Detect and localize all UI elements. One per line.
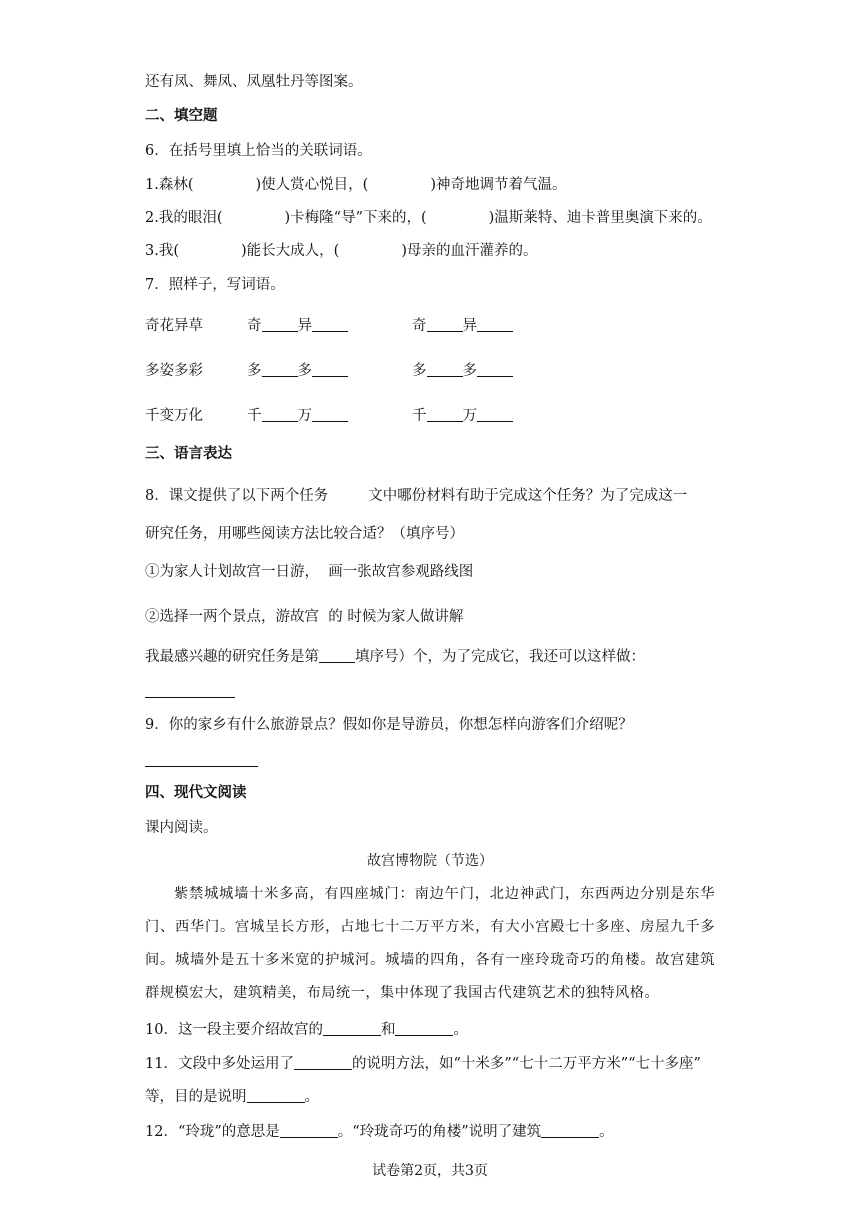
question-8-answer: 我最感兴趣的研究任务是第 填序号）个，为了完成它，我还可以这样做： [145,649,645,665]
answer-blank[interactable] [319,648,355,663]
question-7: 7．照样子，写词语。 [145,277,285,293]
answer-blank[interactable] [280,1123,338,1138]
answer-blank[interactable] [477,407,513,422]
section-heading-fill-blank: 二、填空题 [145,108,218,124]
answer-blank[interactable] [427,317,463,332]
answer-blank[interactable] [262,317,298,332]
passage-title: 故宫博物院（节选） [367,853,493,869]
passage-text: 紫禁城城墙十米多高，有四座城门：南边午门，北边神武门，东西两边分别是东华门、西华门。宫城呈长方形，占地七十二万平方米，有大小宫殿七十多座、房屋九千多间。城墙外是五十多米宽的护城河。城墙的四角，各有一座玲珑奇巧的角楼。故宫建筑群规模宏大，建筑精美，布局统一，集中体现了我国古代建筑艺术的独特风格。 [145,886,715,1001]
answer-blank[interactable] [427,362,463,377]
answer-blank[interactable] [312,407,348,422]
task-2: ②选择一两个景点，游故宫 的 时候为家人做讲解 [145,609,464,625]
answer-blank[interactable] [477,317,513,332]
word-blank-pair: 多 多 [247,361,348,381]
answer-blank[interactable] [312,362,348,377]
q6-item-1: 1.森林( )使人赏心悦目，( )神奇地调节着气温。 [145,177,567,193]
answer-blank[interactable] [262,362,298,377]
example-word: 奇花异草 [145,318,203,334]
question-11-line1: 11．文段中多处运用了 的说明方法，如“十米多”“七十二万平方米”“七十多座” [145,1056,701,1072]
example-word: 千变万化 [145,408,203,424]
question-6: 6．在括号里填上恰当的关联词语。 [145,143,372,159]
section-heading-reading: 四、现代文阅读 [145,785,247,801]
word-blank-pair: 多 多 [412,361,513,381]
answer-blank[interactable] [247,1088,305,1103]
answer-blank[interactable] [477,362,513,377]
answer-line[interactable] [145,766,258,767]
q6-item-2: 2.我的眼泪( )卡梅隆“导”下来的，( )温斯莱特、迪卡普里奥演下来的。 [145,210,712,226]
answer-line[interactable] [145,697,235,698]
answer-blank[interactable] [323,1021,381,1036]
answer-blank[interactable] [312,317,348,332]
answer-blank[interactable] [541,1123,599,1138]
answer-blank[interactable] [427,407,463,422]
task-1: ①为家人计划故宫一日游， 画一张故宫参观路线图 [145,564,474,580]
word-blank-pair: 千 万 [412,406,513,426]
page-footer: 试卷第2页，共3页 [372,1163,488,1179]
continued-text: 还有凤、舞凤、凤凰牡丹等图案。 [145,74,363,90]
question-12: 12．“玲珑”的意思是 。“玲珑奇巧的角楼”说明了建筑 。 [145,1124,614,1140]
question-9: 9．你的家乡有什么旅游景点？假如你是导游员，你想怎样向游客们介绍呢？ [145,717,633,733]
question-8-line1: 8．课文提供了以下两个任务 文中哪份材料有助于完成这个任务？为了完成这一 [145,488,688,504]
reading-intro: 课内阅读。 [145,820,218,836]
word-blank-pair: 千 万 [247,406,348,426]
answer-blank[interactable] [395,1021,453,1036]
answer-blank[interactable] [262,407,298,422]
question-11-line2: 等，目的是说明 。 [145,1089,319,1105]
answer-blank[interactable] [294,1055,352,1070]
section-heading-language: 三、语言表达 [145,446,232,462]
question-8-line2: 研究任务，用哪些阅读方法比较合适？（填序号） [145,526,464,542]
question-10: 10．这一段主要介绍故宫的 和 。 [145,1022,468,1038]
word-blank-pair: 奇 异 [412,316,513,336]
example-word: 多姿多彩 [145,363,203,379]
word-blank-pair: 奇 异 [247,316,348,336]
q6-item-3: 3.我( )能长大成人，( )母亲的血汗灌养的。 [145,243,538,259]
